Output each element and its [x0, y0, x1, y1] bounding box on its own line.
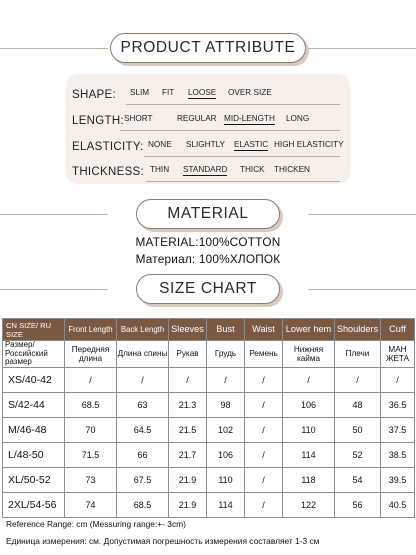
divider-line: [308, 48, 416, 49]
column-header: Нижняя кайма: [283, 341, 335, 368]
table-row: [3, 393, 415, 418]
column-header: Плечи: [335, 341, 381, 368]
table-cell: 36.5: [381, 393, 415, 418]
column-header: Грудь: [207, 341, 245, 368]
table-cell: 114: [283, 443, 335, 468]
table-cell: 21.5: [169, 418, 207, 443]
table-cell: /: [245, 368, 283, 393]
attribute-scale-line: [144, 156, 340, 157]
measurement-unit-note: Единица измерения: см. Допустимая погрешность измерения составляет 1-3 см: [6, 536, 320, 546]
table-cell: /: [245, 418, 283, 443]
attribute-option: THICKEN: [274, 165, 310, 174]
table-cell: 110: [207, 468, 245, 493]
section-title: MATERIAL: [136, 199, 280, 229]
table-cell: 114: [207, 493, 245, 518]
column-header: Размер/ Российский размер: [3, 341, 65, 368]
attribute-option: SHORT: [124, 114, 153, 123]
attribute-scale-line: [146, 181, 340, 182]
material-english: MATERIAL:100%COTTON: [135, 235, 281, 249]
table-cell: 74: [65, 493, 117, 518]
table-cell: 98: [207, 393, 245, 418]
section-title: PRODUCT ATTRIBUTE: [110, 33, 306, 63]
attribute-option: OVER SIZE: [228, 88, 272, 97]
attribute-option-selected: ELASTIC: [234, 140, 269, 149]
table-cell: /: [283, 368, 335, 393]
attribute-option: LONG: [286, 114, 310, 123]
column-header: МАН ЖЕТА: [381, 341, 415, 368]
attribute-option-selected: LOOSE: [188, 88, 217, 97]
divider-line: [0, 289, 108, 290]
attribute-option: THICK: [240, 165, 265, 174]
material-header: [0, 198, 416, 232]
table-cell: 67.5: [117, 468, 169, 493]
attribute-card: [66, 74, 350, 184]
column-header: Ремень: [245, 341, 283, 368]
attribute-option: SLIM: [130, 88, 150, 97]
product-attribute-header: [0, 32, 416, 66]
table-cell: /: [245, 443, 283, 468]
table-cell: /: [335, 368, 381, 393]
column-header: Передняя длина: [65, 341, 117, 368]
column-header: Рукав: [169, 341, 207, 368]
attribute-row: [72, 160, 344, 178]
attribute-option: REGULAR: [177, 114, 217, 123]
attribute-scale-line: [120, 130, 340, 131]
section-title: SIZE CHART: [136, 274, 280, 304]
table-cell: 68.5: [117, 493, 169, 518]
table-cell: 21.9: [169, 493, 207, 518]
table-cell: 118: [283, 468, 335, 493]
column-header: Bust: [207, 319, 245, 341]
attribute-scale-line: [126, 104, 340, 105]
table-cell: 21.9: [169, 468, 207, 493]
attribute-option-selected: STANDARD: [183, 165, 228, 174]
table-row: [3, 418, 415, 443]
table-cell: 48: [335, 393, 381, 418]
table-cell: 56: [335, 493, 381, 518]
attribute-label: ELASTICITY:: [72, 141, 144, 153]
table-row: [3, 493, 415, 518]
attribute-option-selected: MID-LENGTH: [224, 114, 275, 123]
attribute-option: HIGH ELASTICITY: [274, 140, 344, 149]
divider-line: [308, 214, 416, 215]
table-cell: 70: [65, 418, 117, 443]
attribute-option: NONE: [148, 140, 172, 149]
material-russian: Материал: 100%ХЛОПОК: [135, 252, 281, 266]
attribute-option: FIT: [162, 88, 175, 97]
size-label-cell: XS/40-42: [3, 368, 65, 393]
table-cell: 54: [335, 468, 381, 493]
table-cell: 63: [117, 393, 169, 418]
table-cell: /: [169, 368, 207, 393]
column-header: Front Length: [65, 319, 117, 341]
table-cell: /: [207, 368, 245, 393]
size-label-cell: M/46-48: [3, 418, 65, 443]
table-cell: 66: [117, 443, 169, 468]
table-cell: /: [245, 393, 283, 418]
table-cell: 102: [207, 418, 245, 443]
table-cell: /: [245, 468, 283, 493]
table-cell: 68.5: [65, 393, 117, 418]
table-cell: 50: [335, 418, 381, 443]
attribute-row: [72, 83, 344, 101]
table-cell: 21.7: [169, 443, 207, 468]
size-chart-header: [0, 273, 416, 307]
attribute-row: [72, 109, 344, 127]
table-header-russian: [3, 341, 415, 368]
table-cell: 106: [207, 443, 245, 468]
table-cell: 106: [283, 393, 335, 418]
attribute-option: SLIGHTLY: [186, 140, 225, 149]
divider-line: [308, 289, 416, 290]
table-row: [3, 468, 415, 493]
column-header: Sleeves: [169, 319, 207, 341]
size-label-cell: L/48-50: [3, 443, 65, 468]
attribute-label: SHAPE:: [72, 89, 116, 101]
column-header: Shoulders: [335, 319, 381, 341]
attribute-label: THICKNESS:: [72, 166, 145, 178]
reference-range-note: Reference Range: cm (Messuring range:+- 3cm): [6, 519, 186, 529]
attribute-row: [72, 135, 344, 153]
attribute-label: LENGTH:: [72, 115, 124, 127]
table-cell: 71.5: [65, 443, 117, 468]
table-cell: 64.5: [117, 418, 169, 443]
table-cell: 73: [65, 468, 117, 493]
table-row: [3, 443, 415, 468]
table-cell: /: [65, 368, 117, 393]
table-cell: /: [117, 368, 169, 393]
column-header: Lower hem: [283, 319, 335, 341]
table-row: [3, 368, 415, 393]
table-cell: 52: [335, 443, 381, 468]
table-cell: 21.3: [169, 393, 207, 418]
column-header: Back Length: [117, 319, 169, 341]
divider-line: [0, 48, 108, 49]
table-cell: /: [381, 368, 415, 393]
divider-line: [0, 214, 108, 215]
column-header: CN SIZE/ RU SIZE: [3, 319, 65, 341]
attribute-option: THIN: [150, 165, 170, 174]
table-cell: 122: [283, 493, 335, 518]
column-header: Длина спины: [117, 341, 169, 368]
size-chart-table: [2, 318, 415, 518]
table-header-english: [3, 319, 415, 341]
table-cell: 37.5: [381, 418, 415, 443]
table-cell: 39.5: [381, 468, 415, 493]
column-header: Waist: [245, 319, 283, 341]
column-header: Cuff: [381, 319, 415, 341]
table-cell: /: [245, 493, 283, 518]
size-label-cell: 2XL/54-56: [3, 493, 65, 518]
table-cell: 38.5: [381, 443, 415, 468]
table-cell: 110: [283, 418, 335, 443]
table-cell: 40.5: [381, 493, 415, 518]
size-label-cell: S/42-44: [3, 393, 65, 418]
size-label-cell: XL/50-52: [3, 468, 65, 493]
